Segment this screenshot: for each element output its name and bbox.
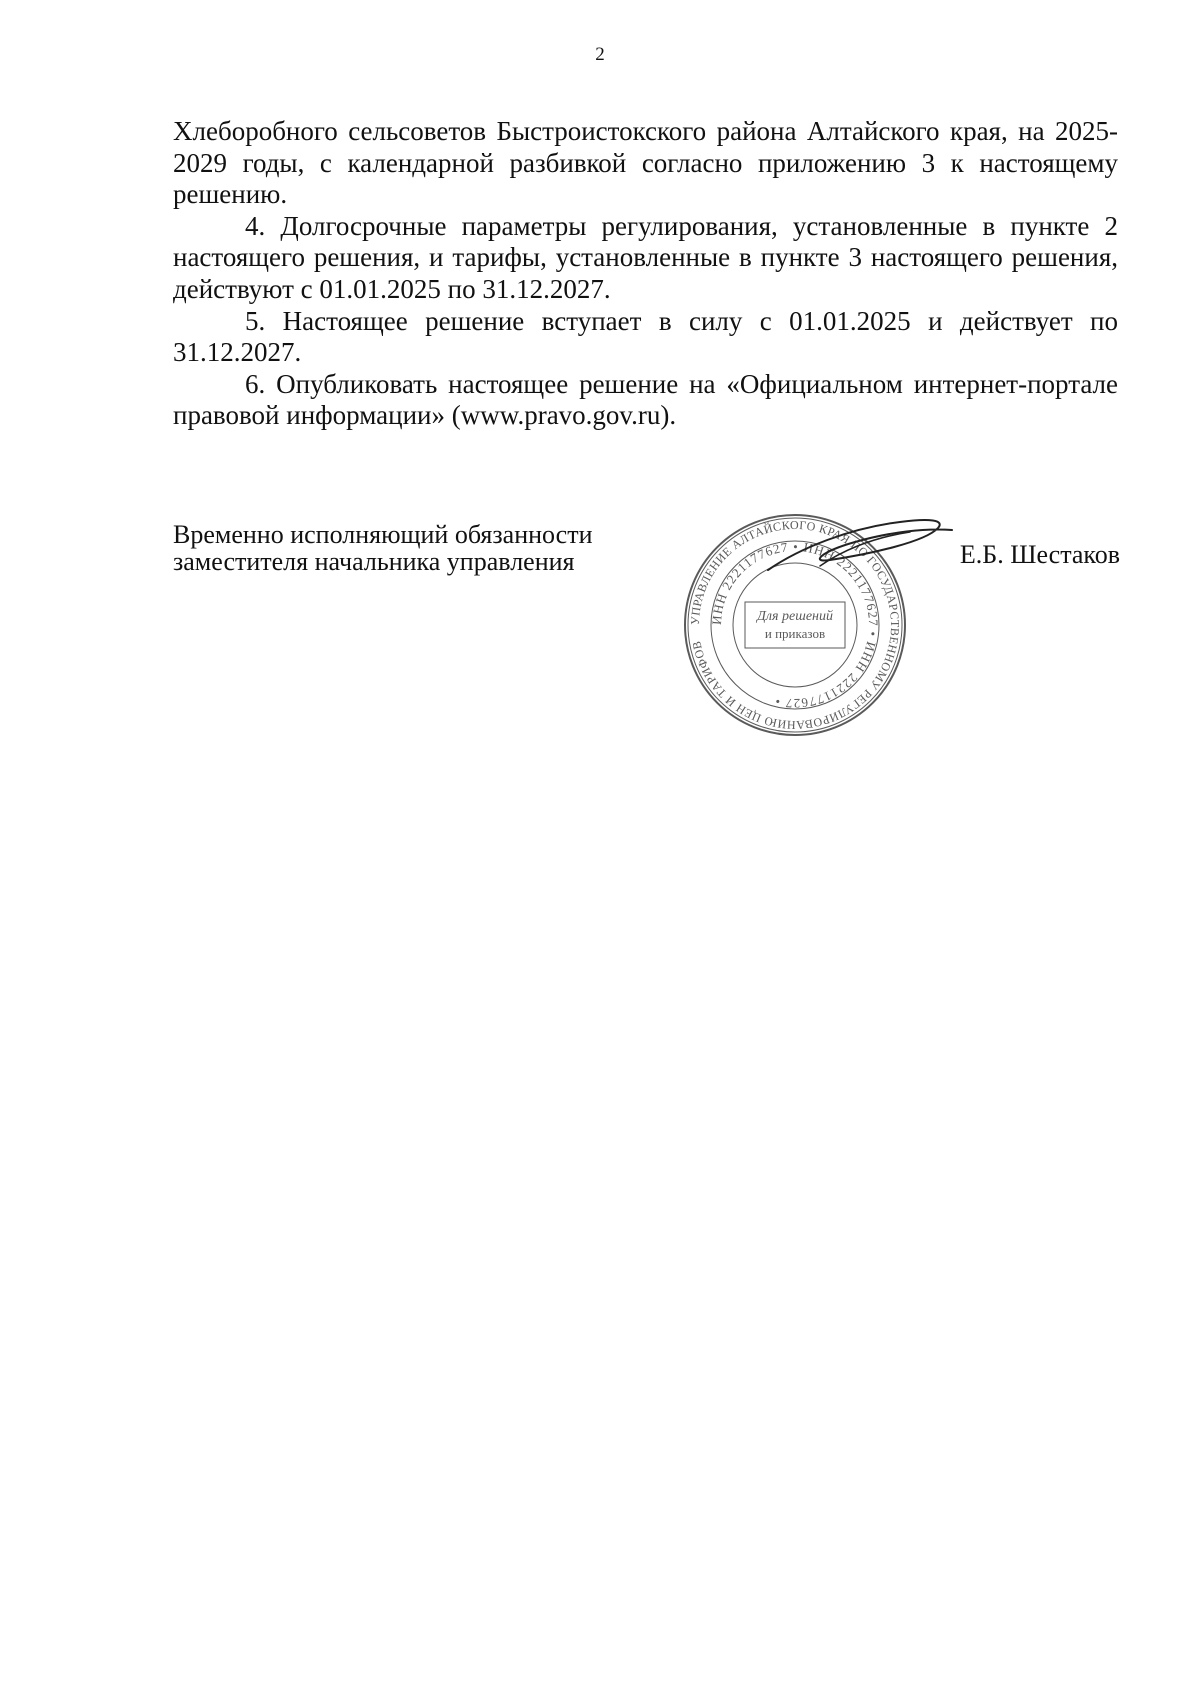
signer-title-line-2: заместителя начальника управления	[173, 547, 575, 576]
paragraph-continuation: Хлеборобного сельсоветов Быстроистокского района Алтайского края, на 2025-2029 годы, с календарной разбивкой согласно приложению 3 к настоящему решению.	[173, 116, 1118, 210]
paragraph-item-5: 5. Настоящее решение вступает в силу с 01.01.2025 и действует по 31.12.2027.	[173, 305, 1118, 368]
stamp-center-line-1: Для решений	[757, 609, 833, 624]
paragraph-item-4: 4. Долгосрочные параметры регулирования, установленные в пункте 2 настоящего решения, и тарифы, установленные в пункте 3 настоящего решения, действуют с 01.01.2025 по 31.12.2027.	[173, 210, 1118, 304]
stamp-center-line-2: и приказов	[764, 626, 826, 641]
signer-name: Е.Б. Шестаков	[959, 540, 1120, 569]
page-number: 2	[595, 44, 605, 65]
paragraph-item-6: 6. Опубликовать настоящее решение на «Официальном интернет-портале правовой информации» (www.pravo.gov.ru).	[173, 368, 1118, 431]
stamp-inn-text: ИНН 2221177627 • ИНН 2221177627 • ИНН 2221177627 •	[708, 538, 882, 712]
signer-title-line-1: Временно исполняющий обязанности	[173, 520, 593, 549]
stamp-outer-text: УПРАВЛЕНИЕ АЛТАЙСКОГО КРАЯ ПО ГОСУДАРСТВЕННОМУ РЕГУЛИРОВАНИЮ ЦЕН И ТАРИФОВ	[687, 517, 903, 733]
document-body	[173, 116, 1118, 432]
handwritten-signature	[760, 508, 960, 588]
signer-title	[173, 521, 673, 575]
